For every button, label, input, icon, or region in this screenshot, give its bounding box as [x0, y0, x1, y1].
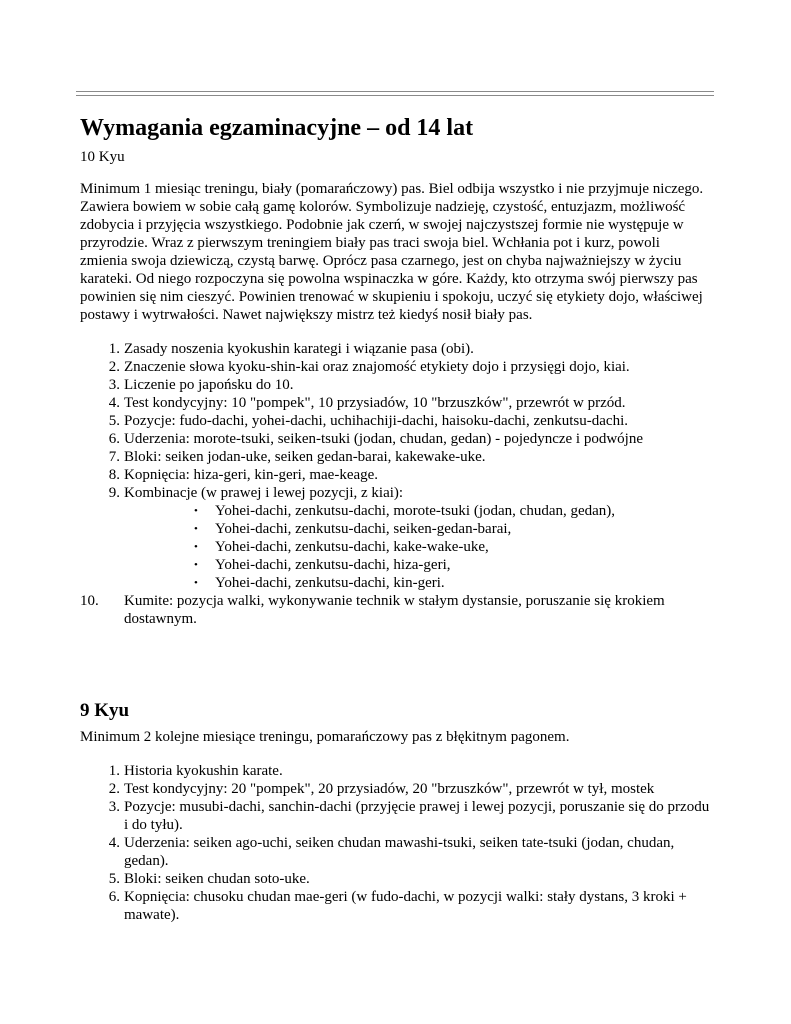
- combination-text: Yohei-dachi, zenkutsu-dachi, hiza-geri,: [215, 557, 451, 573]
- list-item: [80, 376, 710, 394]
- list-number: 8.: [108, 467, 120, 483]
- list-number: 6.: [108, 431, 120, 447]
- list-item: [80, 870, 710, 888]
- list-item-text: Uderzenia: morote-tsuki, seiken-tsuki (jodan, chudan, gedan) - pojedyncze i podwójne: [124, 431, 644, 447]
- list-number: 1.: [108, 341, 120, 357]
- list-item: [80, 448, 710, 466]
- combination-text: Yohei-dachi, zenkutsu-dachi, morote-tsuki (jodan, chudan, gedan),: [215, 503, 616, 519]
- list-number: 5.: [108, 871, 120, 887]
- list-item: [80, 394, 710, 412]
- combination-text: Yohei-dachi, zenkutsu-dachi, seiken-gedan-barai,: [215, 521, 512, 537]
- list-item: [80, 340, 710, 358]
- list-item: [80, 780, 710, 798]
- section-intro: Minimum 2 kolejne miesiące treningu, pomarańczowy pas z błękitnym pagonem.: [80, 729, 570, 745]
- list-number: 2.: [108, 781, 120, 797]
- requirements-list: [80, 340, 710, 628]
- list-item: [80, 592, 710, 628]
- list-item-text: Pozycje: musubi-dachi, sanchin-dachi (przyjęcie prawej i lewej pozycji, poruszanie się do przodu i do tyłu).: [124, 799, 710, 833]
- bullet-icon: •: [194, 523, 198, 535]
- combination-item: [124, 556, 710, 574]
- top-rule-secondary: [76, 95, 714, 96]
- list-number: 7.: [108, 449, 120, 465]
- list-item: [80, 358, 710, 376]
- list-item-text: Kopnięcia: hiza-geri, kin-geri, mae-keage.: [124, 467, 379, 483]
- combination-item: [124, 502, 710, 520]
- section-intro: Minimum 1 miesiąc treningu, biały (pomarańczowy) pas. Biel odbija wszystko i nie przyjmuje niczego. Zawiera bowiem w sobie całą gamę kolorów. Symbolizuje nadzieję, czystość, entuzjazm, możliwość zdobycia i przyjęcia wszystkiego. Podobnie jak czerń, w swojej najczystszej formie nie występuje w przyrodzie. Wraz z pierwszym treningiem biały pas traci swoja biel. Wchłania pot i kurz, powoli zmienia swoja dziewiczą, czystą barwę. Oprócz pasa czarnego, jest on chyba najważniejszy w życiu karateki. Od niego rozpoczyna się powolna wspinaczka w góre. Każdy, kto otrzyma swój pierwszy pas powinien się nim cieszyć. Powinien trenować w skupieniu i spokoju, uczyć się etykiety dojo, właściwej postawy i wytrwałości. Nawet największy mistrz też kiedyś nosił biały pas.: [80, 181, 704, 323]
- list-item: [80, 484, 710, 592]
- list-item-text: Pozycje: fudo-dachi, yohei-dachi, uchihachiji-dachi, haisoku-dachi, zenkutsu-dachi.: [124, 413, 628, 429]
- section-title: 9 Kyu: [80, 700, 130, 721]
- list-number: 2.: [108, 359, 120, 375]
- list-item-text: Bloki: seiken jodan-uke, seiken gedan-barai, kakewake-uke.: [124, 449, 486, 465]
- top-rule: [76, 91, 714, 92]
- list-item-text: Bloki: seiken chudan soto-uke.: [124, 871, 310, 887]
- list-item: [80, 412, 710, 430]
- list-item: [80, 888, 710, 924]
- list-item: [80, 834, 710, 870]
- list-item-text: Kombinacje (w prawej i lewej pozycji, z kiai):: [124, 485, 404, 501]
- combinations-list: [124, 502, 710, 592]
- bullet-icon: •: [194, 541, 198, 553]
- list-item: [80, 798, 710, 834]
- list-number: 3.: [108, 799, 120, 815]
- list-item-text: Test kondycyjny: 20 "pompek", 20 przysiadów, 20 "brzuszków", przewrót w tył, mostek: [124, 781, 655, 797]
- list-item-text: Zasady noszenia kyokushin karategi i wiązanie pasa (obi).: [124, 341, 474, 357]
- list-number: 5.: [108, 413, 120, 429]
- bullet-icon: •: [194, 577, 198, 589]
- requirements-list: [80, 762, 710, 924]
- list-number: 1.: [108, 763, 120, 779]
- document-body: [80, 112, 710, 924]
- list-number: 4.: [108, 395, 120, 411]
- list-number: 3.: [108, 377, 120, 393]
- combination-item: [124, 574, 710, 592]
- list-item-text: Test kondycyjny: 10 "pompek", 10 przysiadów, 10 "brzuszków", przewrót w przód.: [124, 395, 626, 411]
- list-number: 10.: [80, 593, 99, 609]
- bullet-icon: •: [194, 559, 198, 571]
- section-10-kyu: [80, 112, 710, 628]
- section-subtitle: 10 Kyu: [80, 149, 125, 165]
- list-item: [80, 430, 710, 448]
- list-number: 4.: [108, 835, 120, 851]
- list-item: [80, 466, 710, 484]
- list-item-text: Kopnięcia: chusoku chudan mae-geri (w fudo-dachi, w pozycji walki: stały dystans, 3 kroki + mawate).: [124, 889, 687, 923]
- combination-item: [124, 520, 710, 538]
- combination-text: Yohei-dachi, zenkutsu-dachi, kin-geri.: [215, 575, 445, 591]
- section-9-kyu: [80, 698, 710, 924]
- list-item-text: Liczenie po japońsku do 10.: [124, 377, 294, 393]
- list-number: 6.: [108, 889, 120, 905]
- combination-text: Yohei-dachi, zenkutsu-dachi, kake-wake-uke,: [215, 539, 489, 555]
- list-item-text: Historia kyokushin karate.: [124, 763, 283, 779]
- combination-item: [124, 538, 710, 556]
- list-item: [80, 762, 710, 780]
- list-number: 9.: [108, 485, 120, 501]
- list-item-text: Znaczenie słowa kyoku-shin-kai oraz znajomość etykiety dojo i przysięgi dojo, kiai.: [124, 359, 630, 375]
- list-item-text: Kumite: pozycja walki, wykonywanie technik w stałym dystansie, poruszanie się krokiem dostawnym.: [124, 593, 665, 627]
- list-item-text: Uderzenia: seiken ago-uchi, seiken chudan mawashi-tsuki, seiken tate-tsuki (jodan, chudan, gedan).: [124, 835, 675, 869]
- page-title: Wymagania egzaminacyjne – od 14 lat: [80, 115, 474, 141]
- bullet-icon: •: [194, 505, 198, 517]
